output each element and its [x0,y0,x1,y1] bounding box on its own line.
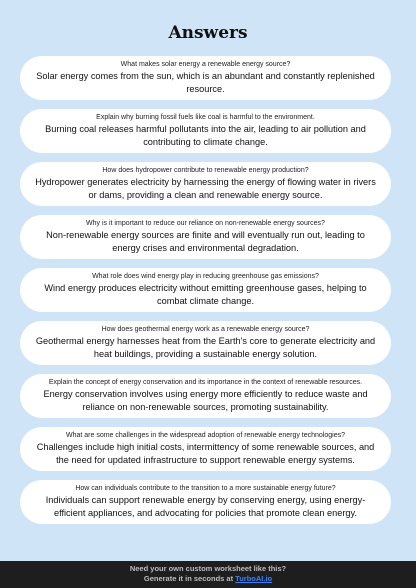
answers-list [20,56,391,533]
answer-text: Burning coal releases harmful pollutants into the air, leading to air pollution and contributing to climate change. [45,124,366,147]
question-text: How does geothermal energy work as a renewable energy source? [101,326,310,333]
footer-line-1: Need your own custom worksheet like this? [129,564,287,573]
answer-card-6 [20,321,391,365]
footer-line-2 [0,574,416,584]
answer-text: Solar energy comes from the sun, which is an abundant and constantly replenished resource. [36,71,375,94]
answer-card-8 [20,427,391,471]
answer-text: Challenges include high initial costs, intermittency of some renewable sources, and the need for updated infrastructure to support renewable energy systems. [36,442,375,465]
answer-card-3 [20,162,391,206]
answer-text: Hydropower generates electricity by harnessing the energy of flowing water in rivers or dams, providing a clean and renewable energy source. [35,177,376,200]
footer-line-2-prefix: Generate it in seconds at [143,574,234,583]
question-text: How does hydropower contribute to renewable energy production? [102,167,309,174]
question-text: What role does wind energy play in reducing greenhouse gas emissions? [92,273,319,280]
answer-text: Geothermal energy harnesses heat from the Earth's core to generate electricity and heat buildings, providing a sustainable energy solution. [35,336,376,359]
answer-card-2 [20,109,391,153]
answer-text: Non-renewable energy sources are finite and will eventually run out, leading to energy crises and environmental degradation. [46,230,365,253]
answer-card-4 [20,215,391,259]
question-text: What are some challenges in the widespread adoption of renewable energy technologies? [65,432,345,439]
answer-card-5 [20,268,391,312]
answer-text: Individuals can support renewable energy by conserving energy, using energy-efficient appliances, and advocating for policies that promote clean energy. [45,495,366,518]
question-text: Why is it important to reduce our reliance on non-renewable energy sources? [86,220,325,227]
question-text: Explain the concept of energy conservation and its importance in the context of renewable resources. [48,379,363,386]
promo-footer [0,561,416,588]
page-title: Answers [168,23,248,43]
answer-card-7 [20,374,391,418]
answer-text: Energy conservation involves using energy more efficiently to reduce waste and reliance on non-renewable sources, promoting sustainability. [43,389,368,412]
answer-text: Wind energy produces electricity without emitting greenhouse gases, helping to combat climate change. [44,283,367,306]
answer-card-9 [20,480,391,524]
question-text: What makes solar energy a renewable energy source? [120,61,291,68]
question-text: How can individuals contribute to the transition to a more sustainable energy future? [75,485,336,492]
turboai-link[interactable]: TurboAI.io [235,574,273,583]
answer-card-1 [20,56,391,100]
question-text: Explain why burning fossil fuels like coal is harmful to the environment. [96,114,315,121]
